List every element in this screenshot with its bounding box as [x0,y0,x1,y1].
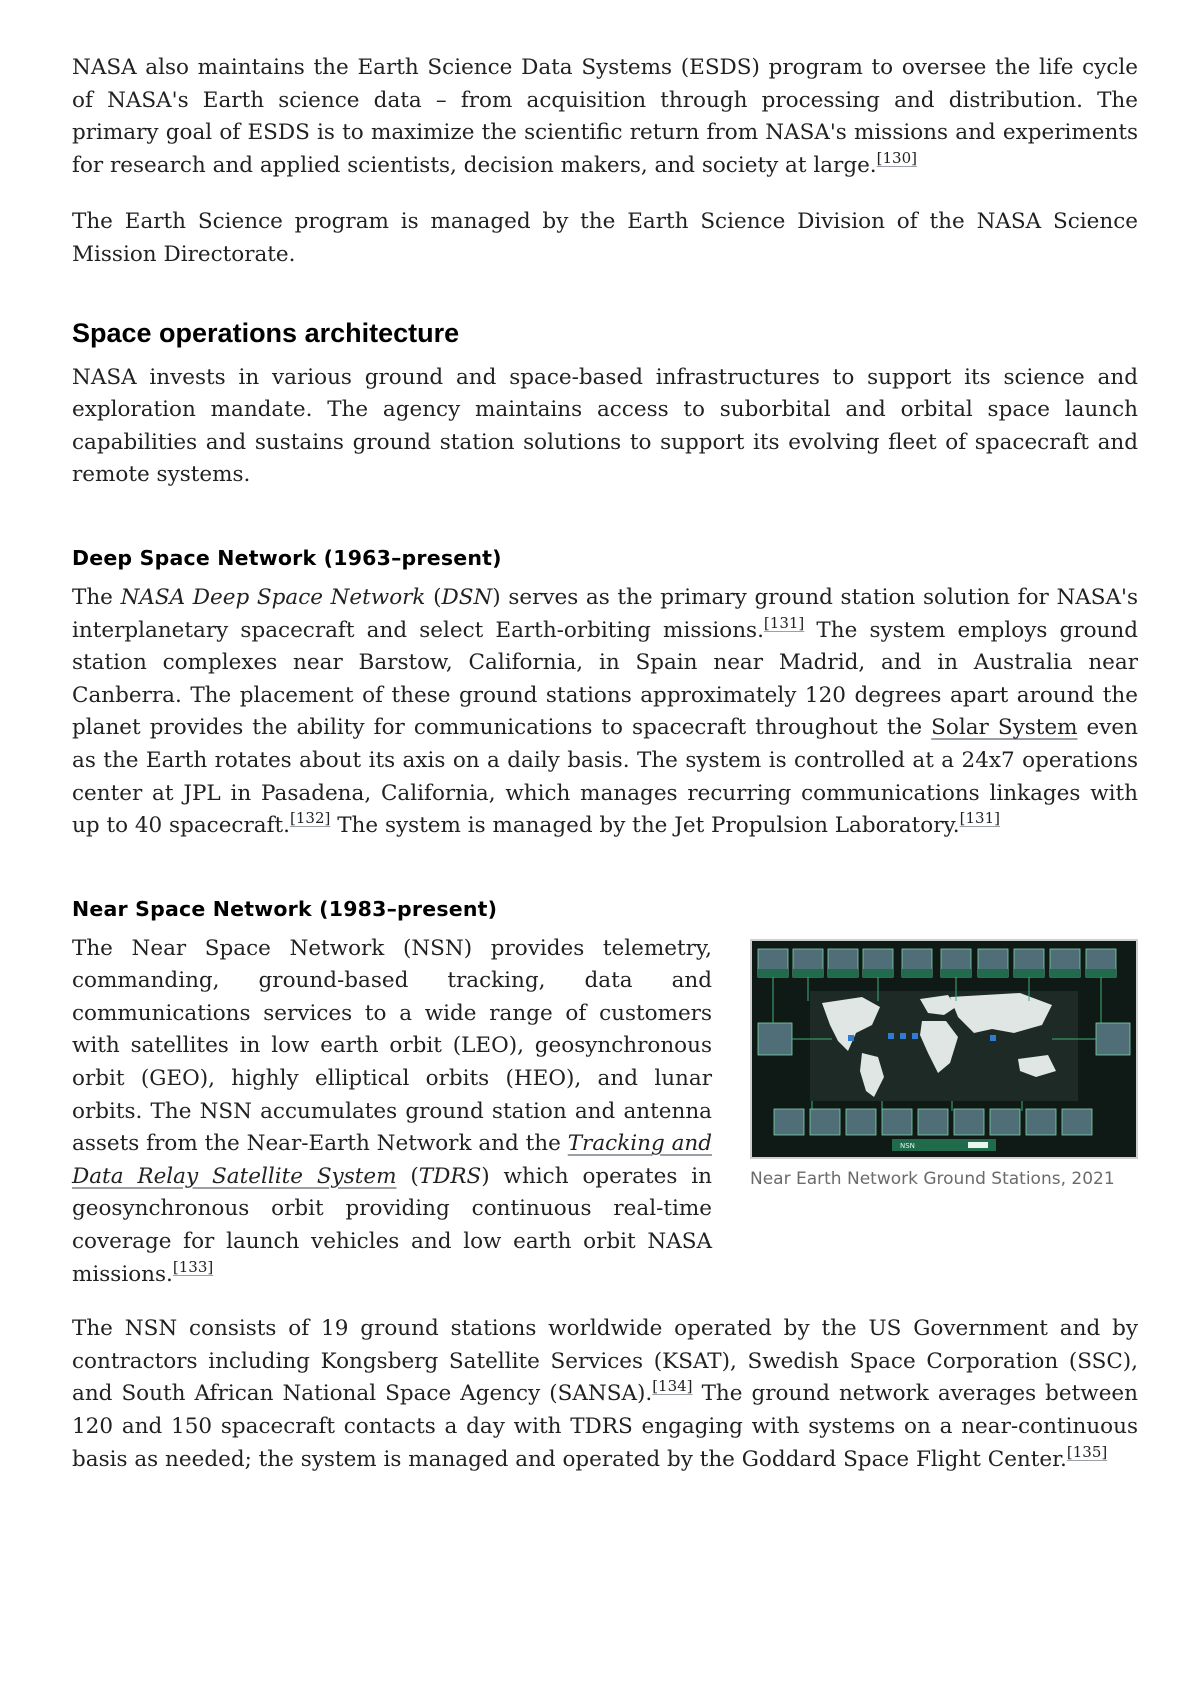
article-page [72,52,1138,1476]
citation-135[interactable]: [135] [1066,1442,1108,1461]
citation-131[interactable]: [131] [763,613,805,632]
tdrs-abbr: TDRS [418,1163,482,1189]
near-space-network-section [72,933,1138,1292]
citation-130[interactable]: [130] [876,148,917,167]
map-footer-label: NSN [900,1141,915,1150]
near-space-network-paragraph: The Near Space Network (NSN) provides telemetry, commanding, ground-based tracking, data and communications services to a wide range of customers with satellites in low earth orbit (LEO), geosynchronous orbit (GEO), highly elliptical orbits (HEO), and lunar orbits. The NSN accumulates ground station and antenna assets from the Near-Earth Network and the Tracking and Data Relay Satellite System (TDRS) which operates in geosynchronous orbit providing continuous real-time coverage for launch vehicles and low earth orbit NASA missions.[133] [72,935,712,1287]
dsn-name: NASA Deep Space Network [120,584,426,610]
tdrs-link[interactable]: Tracking and Data Relay Satellite System [72,1131,712,1189]
deep-space-network-paragraph: The NASA Deep Space Network (DSN) serves as the primary ground station solution for NASA's interplanetary spacecraft and select Earth-orbiting missions.[131] The system employs ground station complexes near Barstow, California, in Spain near Madrid, and in Australia near Canberra. The placement of these ground stations approximately 120 degrees apart around the planet provides the ability for communications to spacecraft throughout the Solar System even as the Earth rotates about its axis on a daily basis. The system is controlled at a 24x7 operations center at JPL in Pasadena, California, which manages recurring communications linkages with up to 40 spacecraft.[132] The system is managed by the Jet Propulsion Laboratory.[131] [72,584,1138,839]
deep-space-network-heading: Deep Space Network (1963–present) [72,545,502,570]
dsn-abbr: DSN [441,584,493,610]
space-operations-paragraph: NASA invests in various ground and space-based infrastructures to support its science and exploration mandate. The agency maintains access to suborbital and orbital space launch capabilities and sustains ground station solutions to support its evolving fleet of spacecraft and remote systems. [72,364,1138,488]
figure-caption: Near Earth Network Ground Stations, 2021 [750,1168,1115,1189]
ground-stations-map-image[interactable] [750,939,1138,1159]
earth-science-division-paragraph: The Earth Science program is managed by the Earth Science Division of the NASA Science Mission Directorate. [72,209,1138,267]
ground-stations-figure [750,939,1138,1194]
citation-134[interactable]: [134] [652,1377,693,1396]
near-space-network-heading: Near Space Network (1983–present) [72,896,498,921]
citation-131-second[interactable]: [131] [959,809,1000,828]
solar-system-link[interactable]: Solar System [931,715,1078,741]
esds-paragraph: NASA also maintains the Earth Science Data Systems (ESDS) program to oversee the life cycle of NASA's Earth science data – from acquisition through processing and distribution. The primary goal of ESDS is to maximize the scientific return from NASA's missions and experiments for research and applied scientists, decision makers, and society at large.[130] [72,55,1138,178]
citation-133[interactable]: [133] [172,1257,214,1276]
nsn-ground-stations-paragraph: The NSN consists of 19 ground stations worldwide operated by the US Government and by contractors including Kongsberg Satellite Services (KSAT), Swedish Space Corporation (SSC), and South African National Space Agency (SANSA).[134] The ground network averages between 120 and 150 spacecraft contacts a day with TDRS engaging with systems on a near-continuous basis as needed; the system is managed and operated by the Goddard Space Flight Center.[135] [72,1316,1138,1472]
space-operations-heading: Space operations architecture [72,317,460,348]
ground-stations-map-illustration [752,941,1136,1157]
citation-132[interactable]: [132] [290,809,331,828]
